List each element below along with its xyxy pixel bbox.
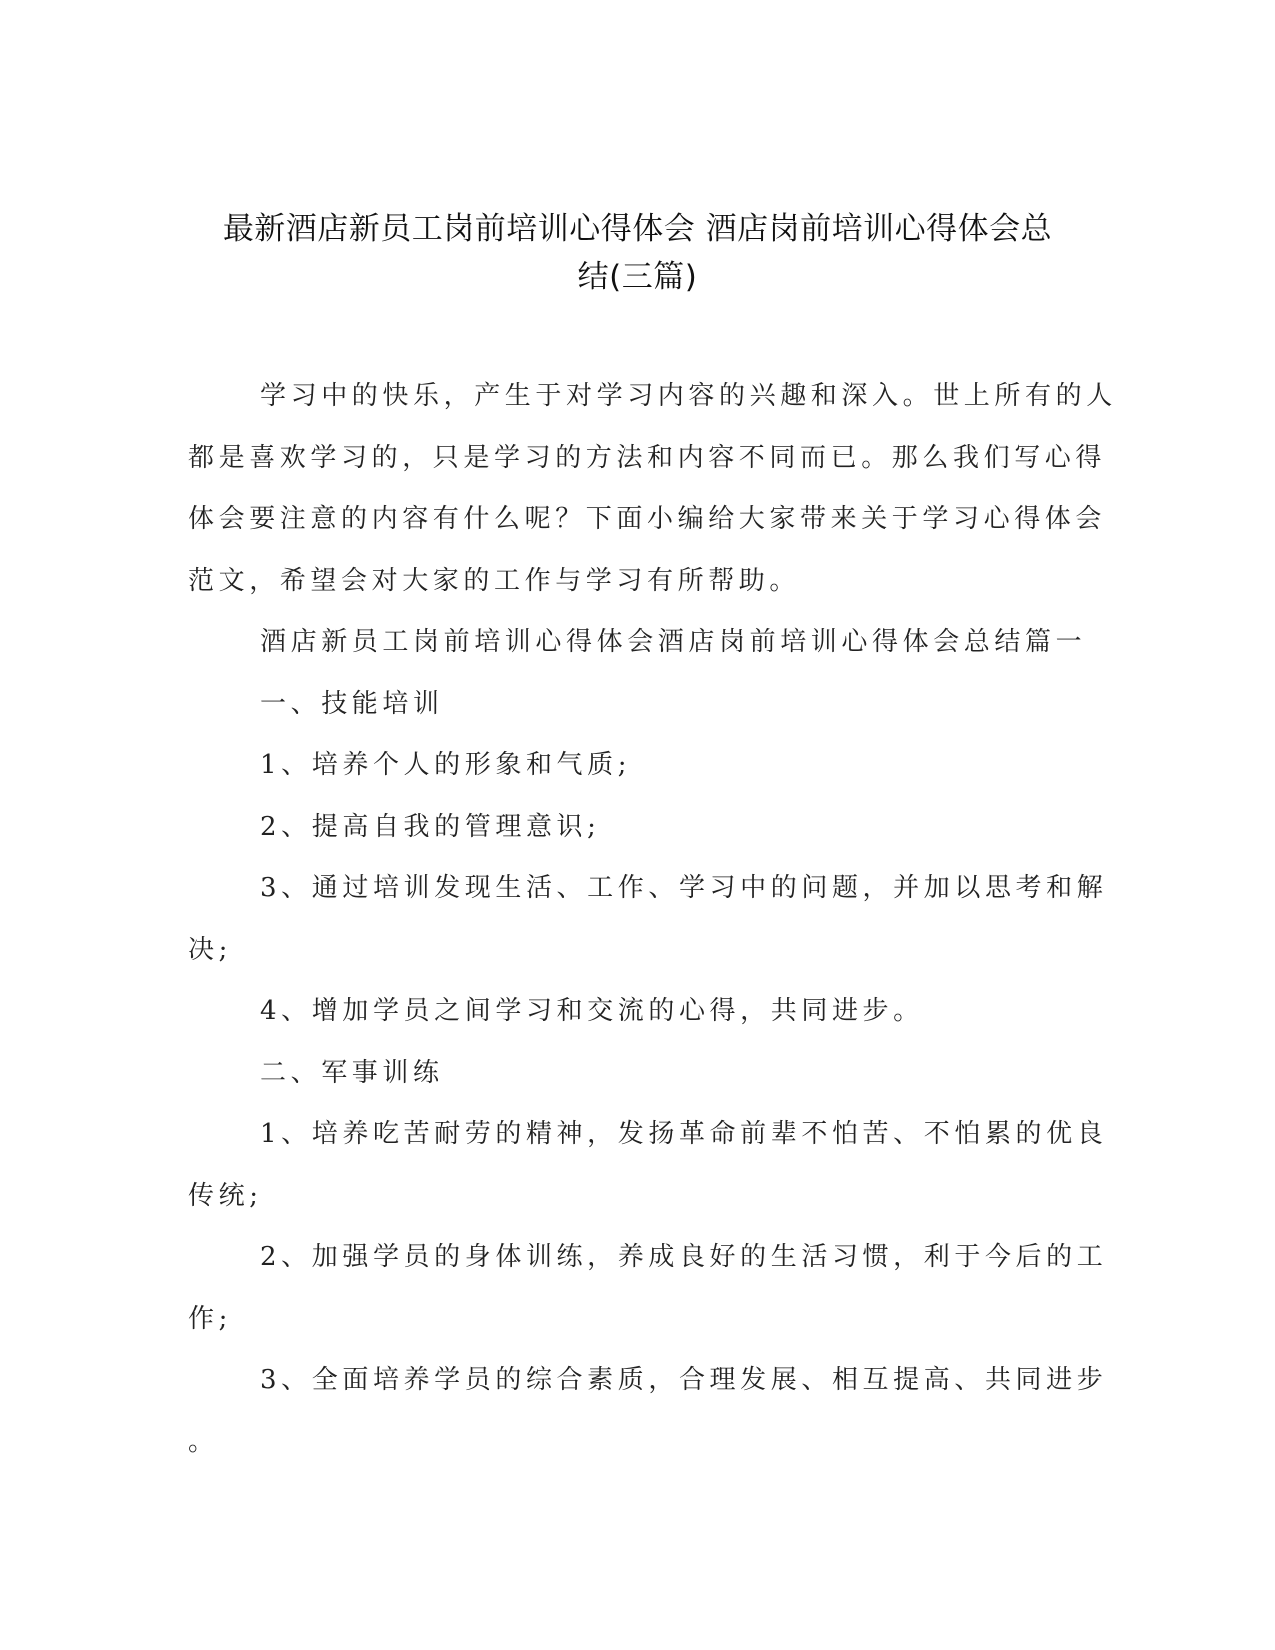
list-item: 2、加强学员的身体训练，养成良好的生活习惯，利于今后的工 (260, 1242, 1108, 1272)
list-item-continuation: 传统; (188, 1180, 263, 1211)
body-line: 范文，希望会对大家的工作与学习有所帮助。 (188, 565, 801, 596)
list-item: 2、提高自我的管理意识; (260, 811, 601, 842)
title-line: 结(三篇) (577, 259, 698, 295)
body-line: 学习中的快乐，产生于对学习内容的兴趣和深入。世上所有的人 (260, 381, 1117, 411)
list-item: 3、全面培养学员的综合素质，合理发展、相互提高、共同进步 (260, 1365, 1108, 1395)
list-item: 3、通过培训发现生活、工作、学习中的问题，并加以思考和解 (260, 873, 1108, 903)
list-item-continuation: 作; (188, 1303, 232, 1334)
section-heading: 一、技能培训 (260, 688, 444, 719)
list-item: 4、增加学员之间学习和交流的心得，共同进步。 (260, 996, 924, 1026)
title-line: 最新酒店新员工岗前培训心得体会 酒店岗前培训心得体会总 (222, 211, 1053, 247)
body-line: 体会要注意的内容有什么呢？下面小编给大家带来关于学习心得体会 (188, 504, 1107, 534)
document-title (180, 205, 1095, 301)
section-heading: 二、军事训练 (260, 1057, 444, 1088)
list-item-continuation: 。 (188, 1426, 219, 1457)
document-body (188, 366, 1117, 1473)
list-item: 1、培养个人的形象和气质; (260, 750, 632, 780)
list-item-continuation: 决; (188, 934, 232, 965)
section-heading-line: 酒店新员工岗前培训心得体会酒店岗前培训心得体会总结篇一 (260, 627, 1087, 657)
body-line: 都是喜欢学习的，只是学习的方法和内容不同而已。那么我们写心得 (188, 442, 1107, 473)
list-item: 1、培养吃苦耐劳的精神，发扬革命前辈不怕苦、不怕累的优良 (260, 1119, 1108, 1149)
